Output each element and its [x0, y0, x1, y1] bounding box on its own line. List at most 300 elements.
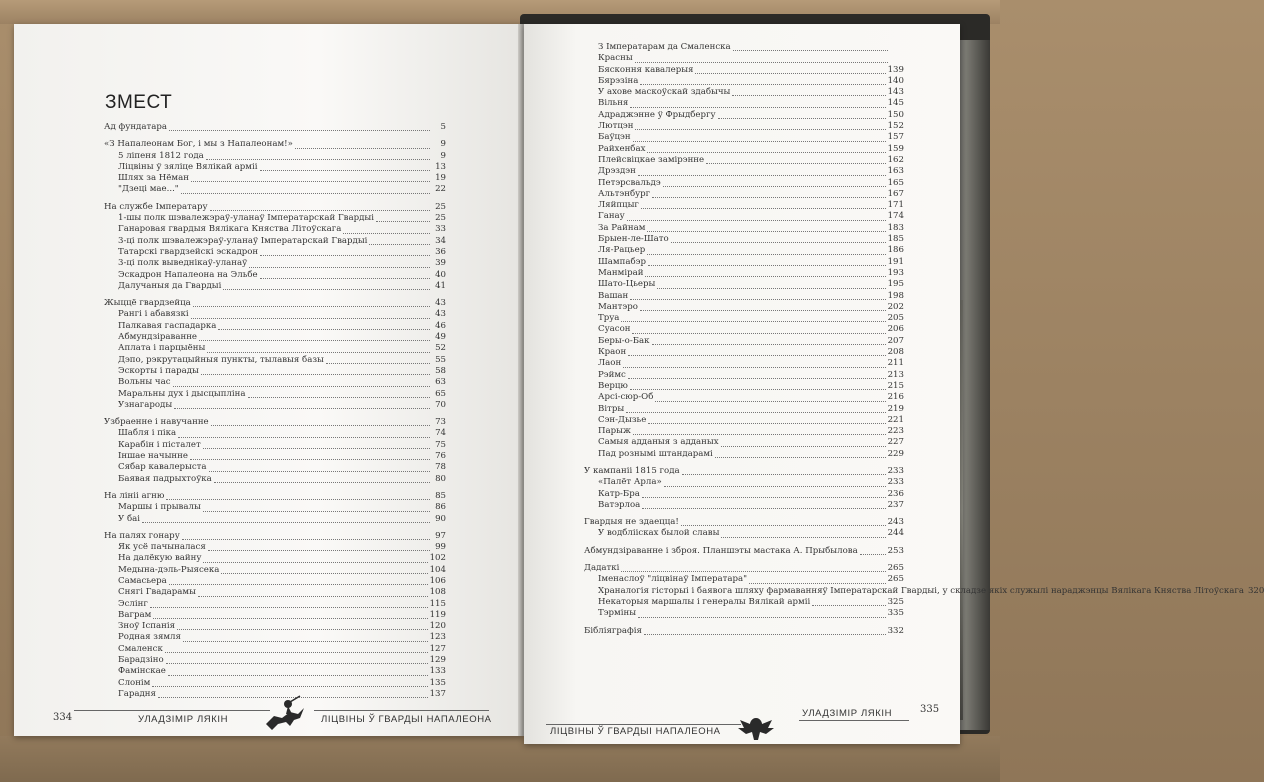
toc-leader-dots [210, 210, 430, 211]
toc-entry-title: 3-ці полк шэвалежэраў-уланаў Імператарскай Гвардыі [118, 235, 368, 246]
toc-entry-title: У водбліісках былой славы [598, 528, 720, 539]
toc-entry-title: 5 ліпеня 1812 года [118, 150, 204, 161]
toc-leader-dots [177, 629, 428, 630]
toc-leader-dots [150, 607, 428, 608]
toc-entry [584, 585, 1264, 597]
toc-entry-title: Маральны дух і дысцыпліна [118, 388, 246, 399]
toc-entry [584, 42, 904, 53]
toc-entry-page: 143 [887, 87, 904, 98]
toc-entry [584, 546, 904, 557]
toc-entry-page: 129 [429, 655, 446, 666]
toc-leader-dots [203, 562, 427, 563]
toc-entry-page: 46 [435, 320, 446, 331]
toc-entry-title: У ахове маскоўскай здабычы [598, 87, 731, 98]
toc-entry-title: Тэрміны [598, 608, 637, 619]
toc-entry-title: У кампаніі 1815 года [584, 465, 680, 476]
toc-leader-dots [169, 130, 430, 131]
toc-leader-dots [178, 437, 430, 438]
toc-entry-page: 202 [887, 301, 904, 312]
toc-entry-title: Родная зямля [118, 632, 181, 643]
toc-entry [584, 87, 904, 98]
toc-entry [104, 621, 446, 632]
toc-leader-dots [635, 62, 888, 63]
toc-entry-page: 265 [887, 574, 904, 585]
toc-entry-title: Красны [598, 53, 633, 64]
toc-entry [584, 563, 904, 574]
toc-entry-page: 33 [435, 224, 446, 235]
toc-entry [104, 151, 446, 162]
toc-leader-dots [671, 242, 886, 243]
toc-entry [104, 400, 446, 411]
contents-list-left [104, 122, 446, 700]
toc-entry-page: 120 [429, 621, 446, 632]
toc-leader-dots [626, 412, 885, 413]
toc-entry-title: Некаторыя маршалы і генералы Вялікай арміі [598, 596, 811, 607]
toc-entry-page: 216 [887, 392, 904, 403]
toc-entry [104, 666, 446, 677]
toc-entry [104, 162, 446, 173]
toc-entry-page: 34 [435, 235, 446, 246]
toc-leader-dots [193, 306, 430, 307]
toc-leader-dots [641, 208, 886, 209]
toc-entry-page: 162 [887, 154, 904, 165]
toc-leader-dots [630, 389, 886, 390]
toc-entry [584, 53, 904, 64]
toc-entry-title: З Імператарам да Смаленска [598, 42, 731, 52]
toc-leader-dots [295, 148, 430, 149]
toc-leader-dots [166, 499, 430, 500]
toc-entry-page: 99 [435, 542, 446, 553]
footer-title-right: ЛІЦВІНЫ Ў ГВАРДЫІ НАПАЛЕОНА [550, 726, 721, 737]
toc-leader-dots [733, 50, 888, 51]
toc-entry-title: Адраджэнне ў Фрыдбергу [598, 109, 716, 120]
toc-entry-page: 265 [887, 563, 904, 574]
toc-entry [584, 404, 904, 415]
toc-entry [584, 211, 904, 222]
toc-entry-title: Сэн-Дызье [598, 414, 647, 425]
toc-entry-title: Шабля і піка [118, 428, 177, 439]
page-number-left: 334 [53, 712, 73, 723]
toc-entry-page: 165 [887, 177, 904, 188]
toc-entry-page: 137 [429, 688, 446, 699]
toc-entry [104, 377, 446, 388]
toc-entry [584, 200, 904, 211]
toc-entry-title: Дадаткі [584, 563, 620, 574]
toc-leader-dots [695, 73, 885, 74]
toc-entry-title: Лаон [598, 358, 622, 369]
toc-entry-title: На палях гонару [104, 530, 180, 541]
toc-entry-title: Жыццё гвардзейца [104, 298, 191, 309]
toc-entry-page: 219 [887, 403, 904, 414]
toc-leader-dots [812, 605, 885, 606]
toc-entry-page: 244 [887, 528, 904, 539]
horseman-emblem-icon [260, 694, 308, 734]
toc-entry-title: Самасьера [118, 575, 167, 586]
toc-entry [104, 389, 446, 400]
toc-entry-page: 332 [887, 625, 904, 636]
toc-entry-title: Бясконня кавалерыя [598, 64, 694, 75]
toc-leader-dots [644, 634, 886, 635]
toc-entry [584, 110, 904, 121]
toc-entry [104, 576, 446, 587]
toc-entry-title: Шато-Цьеры [598, 279, 656, 290]
toc-leader-dots [218, 329, 430, 330]
toc-entry [584, 189, 904, 200]
page-number-right: 335 [920, 704, 940, 715]
toc-leader-dots [664, 486, 886, 487]
footer-rule-right-b [799, 720, 909, 721]
toc-entry-page: 223 [887, 426, 904, 437]
toc-leader-dots [174, 408, 430, 409]
toc-entry-page: 74 [435, 428, 446, 439]
toc-entry-title: Баўцэн [598, 132, 631, 143]
toc-entry [584, 234, 904, 245]
toc-entry [104, 309, 446, 320]
toc-leader-dots [211, 425, 430, 426]
toc-entry-title: Краон [598, 347, 627, 358]
toc-entry [584, 245, 904, 256]
toc-entry-title: Труа [598, 313, 620, 324]
toc-entry-title: Шлях за Нёман [118, 173, 189, 184]
toc-leader-dots [632, 333, 885, 334]
toc-entry [104, 355, 446, 366]
toc-entry-page: 185 [887, 234, 904, 245]
toc-entry-page: 208 [887, 347, 904, 358]
toc-entry-page: 86 [435, 502, 446, 513]
toc-leader-dots [203, 448, 430, 449]
toc-entry-page: 22 [435, 184, 446, 195]
toc-entry-page: 133 [429, 666, 446, 677]
toc-entry-title: Ля-Рацьер [598, 245, 646, 256]
toc-entry-title: Як усё пачыналася [118, 542, 206, 553]
toc-leader-dots [638, 175, 886, 176]
toc-leader-dots [647, 254, 885, 255]
toc-entry [584, 76, 904, 87]
toc-entry-title: Узнагароды [118, 399, 173, 410]
toc-entry-title: Татарскі гвардзейскі эскадрон [118, 246, 259, 257]
toc-entry [584, 477, 904, 488]
toc-entry-page: 123 [429, 632, 446, 643]
toc-entry-page: 85 [435, 490, 446, 501]
toc-leader-dots [732, 95, 885, 96]
toc-leader-dots [203, 511, 430, 512]
toc-entry-page: 78 [435, 462, 446, 473]
toc-entry [104, 531, 446, 542]
toc-entry-page: 9 [440, 150, 446, 161]
toc-entry-page: 253 [887, 545, 904, 556]
toc-entry-page: 139 [887, 64, 904, 75]
toc-leader-dots [652, 344, 886, 345]
toc-entry [584, 358, 904, 369]
toc-entry-page: 145 [887, 98, 904, 109]
toc-leader-dots [173, 386, 430, 387]
toc-leader-dots [166, 663, 428, 664]
toc-entry-title: Абмундзіраванне і зброя. Планшэты мастака А. Прыбылова [584, 545, 858, 556]
toc-leader-dots [376, 221, 430, 222]
toc-entry-title: Манмірай [598, 267, 644, 278]
toc-entry-page: 39 [435, 258, 446, 269]
toc-entry [584, 279, 904, 290]
toc-leader-dots [623, 367, 885, 368]
toc-entry [104, 258, 446, 269]
toc-entry [104, 428, 446, 439]
toc-entry-page: 70 [435, 399, 446, 410]
toc-entry-page: 171 [887, 200, 904, 211]
toc-leader-dots [633, 141, 886, 142]
toc-entry-title: "Дзеці мае..." [118, 184, 179, 195]
toc-leader-dots [181, 193, 430, 194]
toc-entry-title: Дэпо, рэкрутацыйныя пункты, тылавыя базы [118, 354, 324, 365]
toc-entry-page: 19 [435, 173, 446, 184]
toc-entry [584, 144, 904, 155]
footer-author-left: УЛАДЗІМІР ЛЯКІН [138, 714, 229, 725]
toc-entry [584, 574, 904, 585]
toc-leader-dots [191, 318, 430, 319]
toc-entry-title: Брыен-ле-Шато [598, 234, 669, 245]
toc-leader-dots [169, 584, 428, 585]
toc-leader-dots [645, 276, 885, 277]
toc-entry-page: 55 [435, 354, 446, 365]
toc-entry [104, 474, 446, 485]
toc-entry [104, 632, 446, 643]
toc-entry-page: 174 [887, 211, 904, 222]
toc-entry-title: Беры-о-Бак [598, 335, 650, 346]
toc-entry-page: 236 [887, 488, 904, 499]
toc-entry-title: Верцю [598, 380, 628, 391]
toc-leader-dots [182, 539, 430, 540]
toc-entry-title: Карабін і пісталет [118, 439, 201, 450]
toc-entry [104, 542, 446, 553]
toc-entry-page: 75 [435, 439, 446, 450]
toc-entry-page: 233 [887, 477, 904, 488]
toc-entry-title: Суасон [598, 324, 631, 335]
toc-leader-dots [214, 482, 430, 483]
toc-leader-dots [642, 497, 886, 498]
toc-leader-dots [633, 434, 886, 435]
toc-leader-dots [621, 571, 885, 572]
toc-entry [104, 451, 446, 462]
toc-entry-page: 63 [435, 377, 446, 388]
toc-leader-dots [628, 378, 886, 379]
toc-entry-title: Дрэздэн [598, 166, 636, 177]
left-page [14, 24, 524, 736]
toc-entry [104, 139, 446, 150]
toc-entry-title: Катр-Бра [598, 488, 640, 499]
toc-entry-title: Пад рознымі штандарамі [598, 448, 713, 459]
toc-leader-dots [860, 554, 886, 555]
toc-entry [584, 466, 904, 477]
toc-leader-dots [165, 652, 428, 653]
toc-entry-page: 325 [887, 596, 904, 607]
toc-leader-dots [343, 233, 430, 234]
toc-entry-title: Ліцвіны ў зяліце Вялікай арміі [118, 161, 258, 172]
toc-entry [104, 491, 446, 502]
toc-entry-page: 229 [887, 448, 904, 459]
toc-entry-title: На далёкую вайну [118, 553, 202, 564]
toc-entry [584, 597, 904, 608]
toc-entry [104, 224, 446, 235]
toc-entry [584, 370, 904, 381]
toc-leader-dots [652, 197, 885, 198]
toc-leader-dots [635, 129, 885, 130]
toc-leader-dots [721, 537, 885, 538]
toc-entry-page: 135 [429, 677, 446, 688]
toc-entry-page: 157 [887, 132, 904, 143]
toc-entry-page: 320 [1247, 585, 1264, 596]
toc-leader-dots [647, 231, 885, 232]
toc-leader-dots [630, 107, 885, 108]
toc-entry-title: Ляйпцыг [598, 200, 639, 211]
toc-leader-dots [642, 508, 885, 509]
toc-entry-page: 198 [887, 290, 904, 301]
toc-leader-dots [648, 265, 886, 266]
toc-entry [584, 392, 904, 403]
toc-entry-page: 52 [435, 343, 446, 354]
toc-entry [584, 626, 904, 637]
toc-entry [584, 517, 904, 528]
toc-leader-dots [206, 159, 430, 160]
toc-leader-dots [715, 457, 886, 458]
toc-entry-title: 3-ці полк выведнікаў-уланаў [118, 258, 248, 269]
toc-entry [104, 213, 446, 224]
toc-entry-title: Рэймс [598, 369, 626, 380]
toc-leader-dots [655, 401, 885, 402]
toc-entry [584, 347, 904, 358]
toc-entry-page: 76 [435, 451, 446, 462]
toc-entry [584, 426, 904, 437]
toc-entry-title: Плейсвіцкае замірэнне [598, 154, 705, 165]
toc-entry-page: 65 [435, 388, 446, 399]
toc-entry [104, 366, 446, 377]
toc-entry [104, 655, 446, 666]
toc-entry-page: 140 [887, 75, 904, 86]
toc-entry-title: Узбраенне і навучанне [104, 417, 209, 428]
toc-leader-dots [191, 181, 430, 182]
toc-entry [104, 281, 446, 292]
toc-entry-page: 150 [887, 109, 904, 120]
footer-rule-right-a [546, 724, 741, 725]
toc-leader-dots [630, 299, 885, 300]
toc-leader-dots [718, 118, 886, 119]
toc-entry-page: 106 [429, 575, 446, 586]
toc-entry [104, 332, 446, 343]
toc-entry-page: 206 [887, 324, 904, 335]
toc-entry [104, 644, 446, 655]
toc-entry [104, 122, 446, 133]
toc-entry-page: 97 [435, 530, 446, 541]
toc-leader-dots [198, 596, 428, 597]
toc-entry-title: У баі [118, 513, 140, 524]
toc-entry [104, 553, 446, 564]
toc-entry-page: 36 [435, 246, 446, 257]
toc-entry [584, 437, 904, 448]
toc-entry-title: Райхенбах [598, 143, 646, 154]
toc-entry-title: Медына-дэль-Рыясека [118, 564, 220, 575]
toc-leader-dots [706, 163, 885, 164]
contents-heading: ЗМЕСТ [105, 92, 173, 113]
toc-entry-title: Абмундзіраванне [118, 332, 198, 343]
toc-entry-page: 183 [887, 222, 904, 233]
toc-entry [584, 489, 904, 500]
toc-leader-dots [153, 618, 427, 619]
toc-entry-title: «Палёт Арла» [598, 477, 662, 488]
toc-entry-title: Іншае начынне [118, 451, 188, 462]
toc-leader-dots [249, 267, 430, 268]
toc-entry [104, 270, 446, 281]
toc-entry-page: 104 [429, 564, 446, 575]
toc-entry [584, 528, 904, 539]
toc-leader-dots [369, 244, 430, 245]
toc-entry-title: Ваграм [118, 609, 152, 620]
toc-entry-title: Храналогія гісторыі і баявога шляху фармаванняў Імператарскай Гвардыі, у складзе якіх служылі нараджэнцы Вялікага Княства Літоўскага [598, 585, 1244, 596]
toc-leader-dots [207, 352, 430, 353]
toc-entry [584, 178, 904, 189]
toc-leader-dots [657, 288, 885, 289]
toc-entry-title: На службе Імператару [104, 201, 208, 212]
toc-entry-title: Эскадрон Напалеона на Эльбе [118, 269, 258, 280]
toc-entry [104, 502, 446, 513]
toc-entry-page: 163 [887, 166, 904, 177]
toc-leader-dots [326, 363, 430, 364]
toc-leader-dots [640, 84, 885, 85]
toc-leader-dots [260, 170, 431, 171]
toc-entry-title: Іменаслоў "ліцвінаў Імператара" [598, 574, 748, 585]
toc-entry-page: 227 [887, 437, 904, 448]
toc-entry [584, 313, 904, 324]
toc-entry-title: Гарадня [118, 688, 156, 699]
toc-entry-title: «З Напалеонам Бог, і мы з Напалеонам!» [104, 139, 293, 150]
toc-leader-dots [621, 321, 885, 322]
toc-leader-dots [208, 550, 430, 551]
toc-entry-title: Аплата і парцыёны [118, 343, 206, 354]
toc-entry-title: Вольны час [118, 377, 171, 388]
toc-entry-title: Бярэзіна [598, 75, 639, 86]
toc-entry [584, 268, 904, 279]
toc-leader-dots [682, 474, 886, 475]
toc-entry-page: 80 [435, 473, 446, 484]
toc-leader-dots [183, 641, 428, 642]
toc-entry [584, 155, 904, 166]
contents-list-right [584, 42, 1264, 637]
toc-entry-page: 127 [429, 643, 446, 654]
toc-entry [104, 247, 446, 258]
toc-entry-page: 195 [887, 279, 904, 290]
toc-entry [584, 449, 904, 460]
toc-entry-title: Арсі-сюр-Об [598, 392, 654, 403]
toc-entry-title: Зноў Іспанія [118, 621, 176, 632]
footer-rule-left-b [314, 710, 489, 711]
toc-entry-title: Фамінскае [118, 666, 166, 677]
toc-leader-dots [260, 278, 430, 279]
toc-leader-dots [223, 289, 430, 290]
toc-entry-page: 167 [887, 188, 904, 199]
toc-entry [584, 336, 904, 347]
toc-leader-dots [749, 583, 885, 584]
toc-entry-page: 25 [435, 213, 446, 224]
toc-entry [104, 236, 446, 247]
toc-entry-page: 9 [440, 139, 446, 150]
toc-entry [104, 202, 446, 213]
toc-entry-title: Гвардыя не здаецца! [584, 517, 679, 528]
toc-entry-page: 25 [435, 201, 446, 212]
toc-entry-title: 1-шы полк шэвалежэраў-уланаў Імператарскай Гвардыі [118, 213, 374, 224]
toc-entry-title: Вашан [598, 290, 629, 301]
toc-leader-dots [647, 152, 885, 153]
toc-entry-page: 58 [435, 365, 446, 376]
toc-entry-title: Лютцэн [598, 121, 634, 132]
toc-entry-page: 191 [887, 256, 904, 267]
toc-entry-page: 152 [887, 121, 904, 132]
